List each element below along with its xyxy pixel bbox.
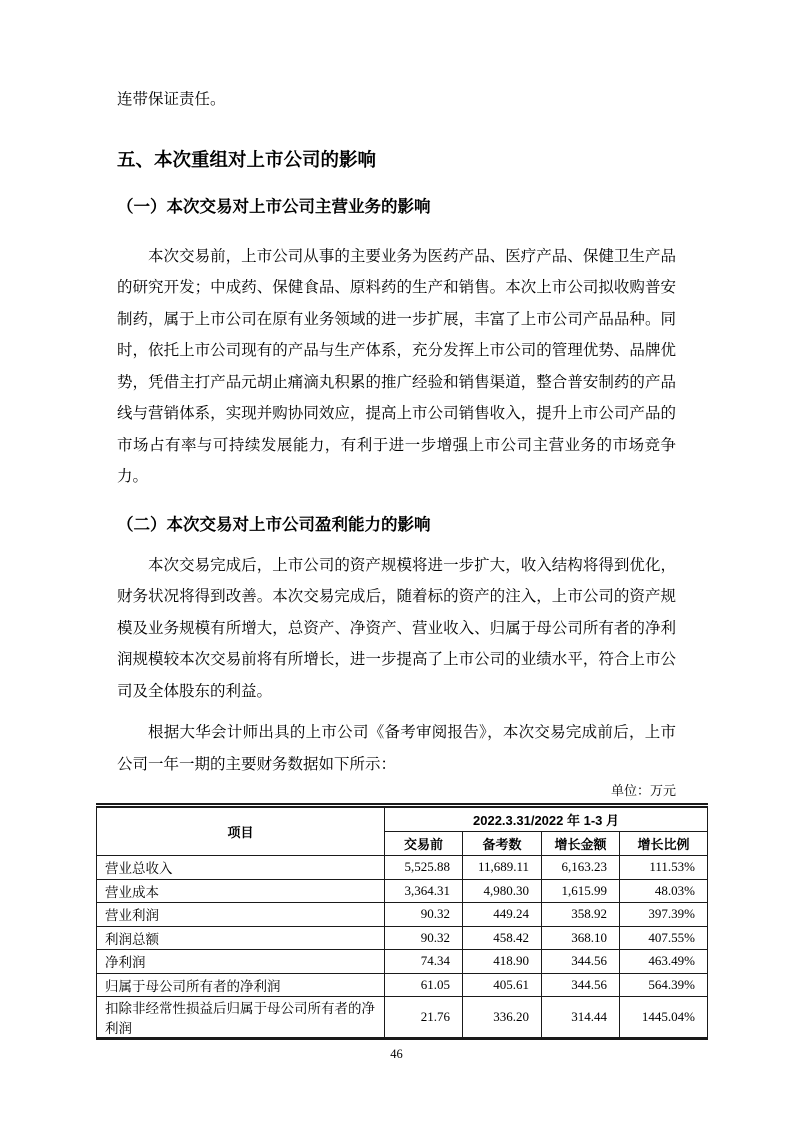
value-cell: 90.32 <box>385 926 463 950</box>
subsection-heading-1: （一）本次交易对上市公司主营业务的影响 <box>117 197 431 216</box>
value-cell: 4,980.30 <box>463 879 542 903</box>
table-header-col-pre: 交易前 <box>385 832 463 856</box>
subsection-2-paragraph-1: 本次交易完成后，上市公司的资产规模将进一步扩大，收入结构将得到优化，财务状况将得到改善。本次交易完成后，随着标的资产的注入，上市公司的资产规模及业务规模有所增大，总资产、净资产、营业收入、归属于母公司所有者的净利润规模较本次交易前将有所增长，进一步提高了上市公司的业绩水平，符合上市公司及全体股东的利益。 <box>117 556 676 700</box>
table-row <box>97 879 708 903</box>
section-heading: 五、本次重组对上市公司的影响 <box>117 148 377 170</box>
table-row <box>97 950 708 974</box>
value-cell: 405.61 <box>463 973 542 997</box>
value-cell: 463.49% <box>620 950 708 974</box>
item-cell: 归属于母公司所有者的净利润 <box>97 973 385 997</box>
value-cell: 11,689.11 <box>463 856 542 880</box>
value-cell: 111.53% <box>620 856 708 880</box>
subsection-2-paragraph-2: 根据大华会计师出具的上市公司《备考审阅报告》，本次交易完成前后，上市公司一年一期的主要财务数据如下所示： <box>117 724 676 773</box>
value-cell: 368.10 <box>542 926 620 950</box>
table-row <box>97 903 708 927</box>
value-cell: 564.39% <box>620 973 708 997</box>
value-cell: 358.92 <box>542 903 620 927</box>
value-cell: 90.32 <box>385 903 463 927</box>
value-cell: 61.05 <box>385 973 463 997</box>
table-header-row-1 <box>97 806 708 832</box>
table-header-item: 项目 <box>97 806 385 856</box>
value-cell: 407.55% <box>620 926 708 950</box>
table-row <box>97 856 708 880</box>
item-cell: 营业成本 <box>97 879 385 903</box>
value-cell: 449.24 <box>463 903 542 927</box>
value-cell: 21.76 <box>385 997 463 1039</box>
item-cell: 利润总额 <box>97 926 385 950</box>
value-cell: 3,364.31 <box>385 879 463 903</box>
value-cell: 48.03% <box>620 879 708 903</box>
subsection-heading-2: （二）本次交易对上市公司盈利能力的影响 <box>117 515 431 534</box>
value-cell: 344.56 <box>542 973 620 997</box>
page-number: 46 <box>390 1047 403 1061</box>
table-unit-label: 单位：万元 <box>610 783 676 798</box>
value-cell: 336.20 <box>463 997 542 1039</box>
item-cell: 扣除非经常性损益后归属于母公司所有者的净利润 <box>97 997 385 1039</box>
value-cell: 344.56 <box>542 950 620 974</box>
paragraph-leading: 连带保证责任。 <box>117 91 226 108</box>
subsection-1-paragraph: 本次交易前，上市公司从事的主要业务为医药产品、医疗产品、保健卫生产品的研究开发；中成药、保健食品、原料药的生产和销售。本次上市公司拟收购普安制药，属于上市公司在原有业务领域的进一步扩展，丰富了上市公司产品品种。同时，依托上市公司现有的产品与生产体系，充分发挥上市公司的管理优势、品牌优势，凭借主打产品元胡止痛滴丸积累的推广经验和销售渠道，整合普安制药的产品线与营销体系，实现并购协同效应，提高上市公司销售收入，提升上市公司产品的市场占有率与可持续发展能力，有利于进一步增强上市公司主营业务的市场竞争力。 <box>117 247 676 485</box>
value-cell: 74.34 <box>385 950 463 974</box>
table-row <box>97 997 708 1039</box>
table-header-period: 2022.3.31/2022 年 1-3 月 <box>385 806 708 832</box>
value-cell: 314.44 <box>542 997 620 1039</box>
value-cell: 397.39% <box>620 903 708 927</box>
item-cell: 营业利润 <box>97 903 385 927</box>
item-cell: 营业总收入 <box>97 856 385 880</box>
value-cell: 1445.04% <box>620 997 708 1039</box>
text-column <box>117 84 676 800</box>
table-row <box>97 973 708 997</box>
table-header-col-growth-rate: 增长比例 <box>620 832 708 856</box>
value-cell: 5,525.88 <box>385 856 463 880</box>
item-cell: 净利润 <box>97 950 385 974</box>
value-cell: 458.42 <box>463 926 542 950</box>
value-cell: 6,163.23 <box>542 856 620 880</box>
table-header-col-proforma: 备考数 <box>463 832 542 856</box>
value-cell: 1,615.99 <box>542 879 620 903</box>
table-header-col-growth-amount: 增长金额 <box>542 832 620 856</box>
financial-comparison-table <box>96 803 708 1040</box>
table-row <box>97 926 708 950</box>
value-cell: 418.90 <box>463 950 542 974</box>
